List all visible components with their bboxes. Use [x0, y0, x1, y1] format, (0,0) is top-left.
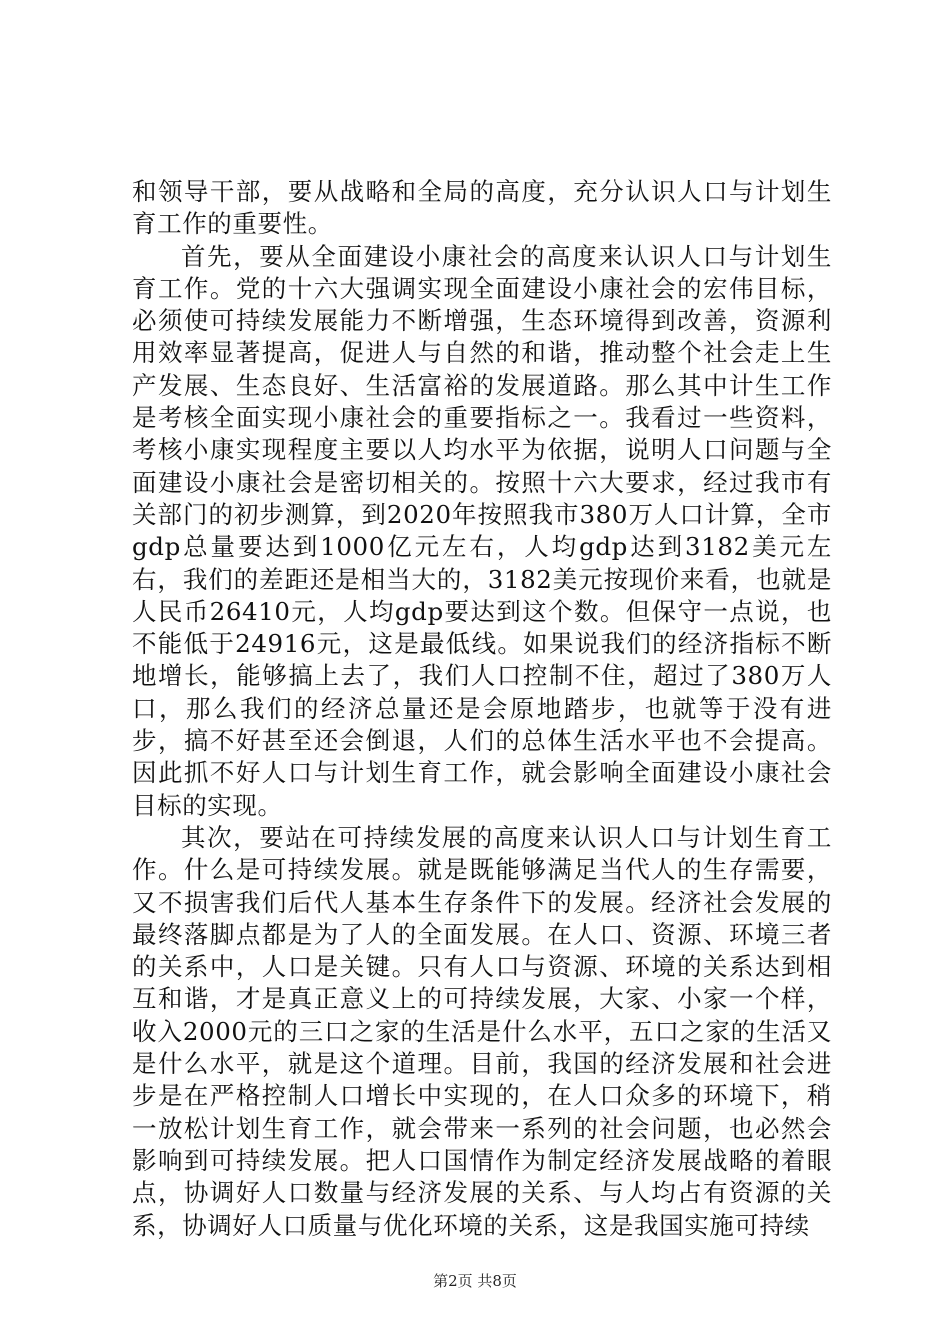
paragraph-continuation: 和领导干部，要从战略和全局的高度，充分认识人口与计划生育工作的重要性。 [132, 177, 832, 239]
page-number-footer: 第2页 共8页 [433, 1272, 517, 1290]
paragraph-second-point: 其次，要站在可持续发展的高度来认识人口与计划生育工作。什么是可持续发展。就是既能够满足当代人的生存需要，又不损害我们后代人基本生存条件下的发展。经济社会发展的最终落脚点都是为了人的全面发展。在人口、资源、环境三者的关系中，人口是关键。只有人口与资源、环境的关系达到相互和谐，才是真正意义上的可持续发展，大家、小家一个样，收入2000元的三口之家的生活是什么水平，五口之家的生活又是什么水平，就是这个道理。目前，我国的经济发展和社会进步是在严格控制人口增长中实现的，在人口众多的环境下，稍一放松计划生育工作，就会带来一系列的社会问题，也必然会影响到可持续发展。把人口国情作为制定经济发展战略的着眼点，协调好人口数量与经济发展的关系、与人均占有资源的关系，协调好人口质量与优化环境的关系，这是我国实施可持续 [132, 822, 832, 1240]
paragraph-first-point: 首先，要从全面建设小康社会的高度来认识人口与计划生育工作。党的十六大强调实现全面建设小康社会的宏伟目标，必须使可持续发展能力不断增强，生态环境得到改善，资源利用效率显著提高，促进人与自然的和谐，推动整个社会走上生产发展、生态良好、生活富裕的发展道路。那么其中计生工作是考核全面实现小康社会的重要指标之一。我看过一些资料，考核小康实现程度主要以人均水平为依据，说明人口问题与全面建设小康社会是密切相关的。按照十六大要求，经过我市有关部门的初步测算，到2020年按照我市380万人口计算，全市gdp总量要达到1000亿元左右，人均gdp达到3182美元左右，我们的差距还是相当大的，3182美元按现价来看，也就是人民币26410元，人均gdp要达到这个数。但保守一点说，也不能低于24916元，这是最低线。如果说我们的经济指标不断地增长，能够搞上去了，我们人口控制不住，超过了380万人口，那么我们的经济总量还是会原地踏步，也就等于没有进步，搞不好甚至还会倒退，人们的总体生活水平也不会提高。因此抓不好人口与计划生育工作，就会影响全面建设小康社会目标的实现。 [132, 241, 832, 820]
document-body [132, 176, 832, 1242]
